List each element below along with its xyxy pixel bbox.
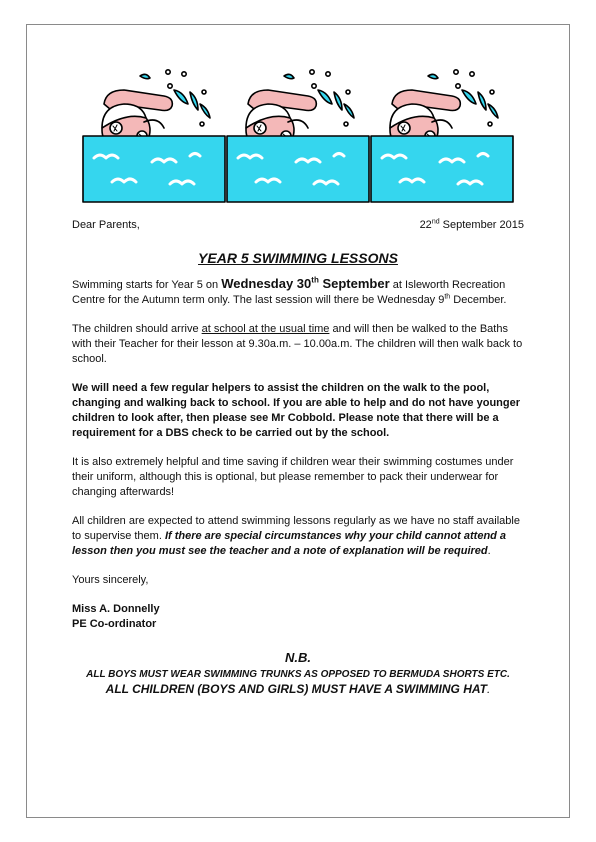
swimmers-banner: [82, 66, 514, 204]
letter-title: YEAR 5 SWIMMING LESSONS: [198, 250, 398, 266]
nota-bene: [72, 650, 524, 697]
closing: Yours sincerely,: [72, 574, 149, 586]
swimmer-icon: [370, 66, 514, 204]
signature-role: PE Co-ordinator: [72, 618, 157, 630]
salutation: Dear Parents,: [72, 219, 140, 231]
nb-heading: N.B.: [285, 650, 311, 665]
letter-date: 22nd September 2015: [419, 218, 524, 231]
paragraph-helpers: We will need a few regular helpers to assist the children on the walk to the pool, changing and walking back to school. If you are able to help and do not have younger children to look after, then please see Mr Cobbold. Please note that there will be a requirement for a DBS check to be carried out by the school.: [72, 382, 521, 439]
swimmer-icon: [226, 66, 370, 204]
paragraph-costumes: It is also extremely helpful and time saving if children wear their swimming costumes under their uniform, although this is optional, but please remember to pack their underwear for changing afterwards!: [72, 456, 514, 498]
letter-body: [72, 218, 524, 697]
paragraph-start-date: Swimming starts for Year 5 on Wednesday 30th September at Isleworth Recreation Centre for the Autumn term only. The last session will there be Wednesday 9th December.: [72, 275, 507, 306]
swimmer-icon: [82, 66, 226, 204]
paragraph-attendance: All children are expected to attend swimming lessons regularly as we have no staff available to supervise them. If there are special circumstances why your child cannot attend a lesson then you must see the teacher and a note of explanation will be required.: [72, 515, 520, 557]
nb-line-trunks: ALL BOYS MUST WEAR SWIMMING TRUNKS AS OPPOSED TO BERMUDA SHORTS ETC.: [86, 669, 510, 680]
signature-block: [72, 602, 524, 632]
paragraph-arrival: The children should arrive at school at the usual time and will then be walked to the Baths with their Teacher for their lesson at 9.30a.m. – 10.00a.m. The children will then walk back to school.: [72, 323, 523, 365]
nb-line-hat: ALL CHILDREN (BOYS AND GIRLS) MUST HAVE A SWIMMING HAT.: [105, 682, 491, 696]
signature-name: Miss A. Donnelly: [72, 603, 160, 615]
